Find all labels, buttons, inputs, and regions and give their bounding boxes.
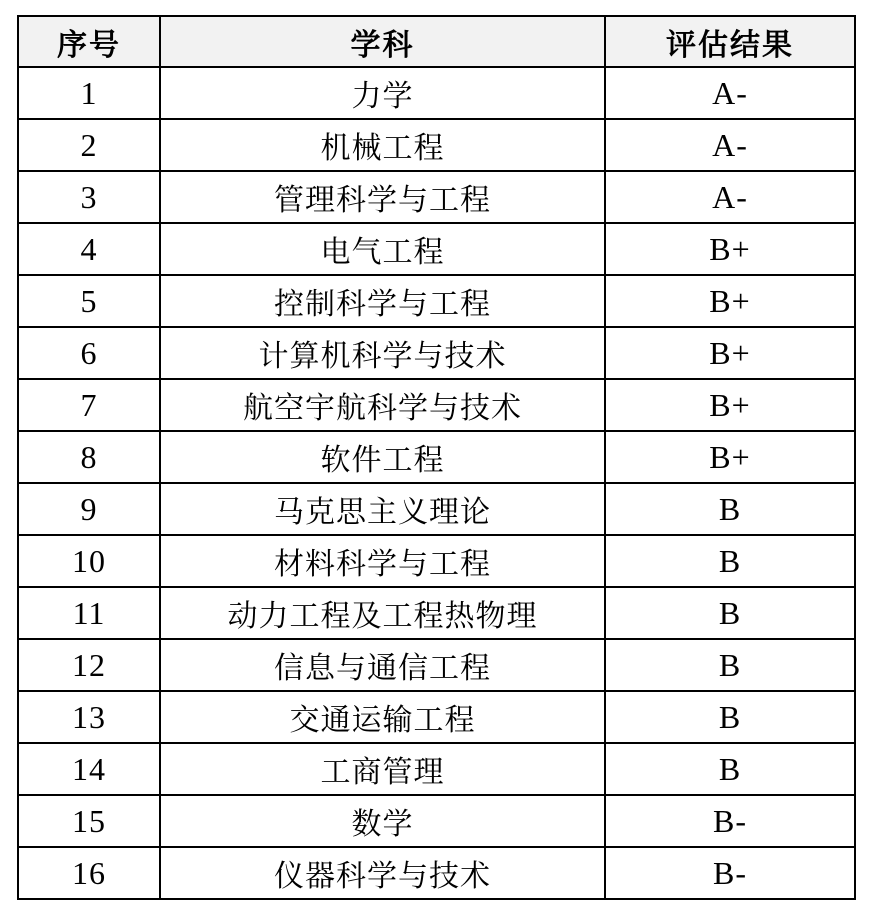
header-subject: 学科: [160, 16, 605, 67]
header-evaluation-result: 评估结果: [605, 16, 855, 67]
table-row: [18, 483, 855, 535]
table-row: [18, 275, 855, 327]
cell-subject: 数学: [160, 795, 605, 847]
cell-evaluation-result: A-: [605, 119, 855, 171]
table-row: [18, 587, 855, 639]
cell-evaluation-result: B+: [605, 275, 855, 327]
cell-subject: 机械工程: [160, 119, 605, 171]
cell-subject: 电气工程: [160, 223, 605, 275]
cell-serial-number: 4: [18, 223, 160, 275]
cell-serial-number: 9: [18, 483, 160, 535]
cell-subject: 航空宇航科学与技术: [160, 379, 605, 431]
cell-evaluation-result: B: [605, 483, 855, 535]
cell-serial-number: 1: [18, 67, 160, 119]
cell-serial-number: 7: [18, 379, 160, 431]
table-row: [18, 535, 855, 587]
table-row: [18, 691, 855, 743]
cell-evaluation-result: B+: [605, 431, 855, 483]
cell-serial-number: 10: [18, 535, 160, 587]
table-row: [18, 171, 855, 223]
table-row: [18, 431, 855, 483]
cell-evaluation-result: B-: [605, 847, 855, 899]
cell-evaluation-result: B: [605, 639, 855, 691]
cell-subject: 仪器科学与技术: [160, 847, 605, 899]
cell-serial-number: 3: [18, 171, 160, 223]
cell-subject: 工商管理: [160, 743, 605, 795]
table-row: [18, 379, 855, 431]
evaluation-table-container: [17, 15, 854, 900]
cell-subject: 材料科学与工程: [160, 535, 605, 587]
table-row: [18, 67, 855, 119]
cell-serial-number: 16: [18, 847, 160, 899]
table-row: [18, 223, 855, 275]
cell-evaluation-result: A-: [605, 171, 855, 223]
discipline-evaluation-table: [17, 15, 856, 900]
cell-subject: 管理科学与工程: [160, 171, 605, 223]
cell-evaluation-result: B-: [605, 795, 855, 847]
cell-evaluation-result: B: [605, 743, 855, 795]
table-row: [18, 743, 855, 795]
table-row: [18, 119, 855, 171]
cell-evaluation-result: B+: [605, 223, 855, 275]
cell-serial-number: 8: [18, 431, 160, 483]
cell-subject: 信息与通信工程: [160, 639, 605, 691]
cell-evaluation-result: A-: [605, 67, 855, 119]
cell-evaluation-result: B: [605, 691, 855, 743]
cell-evaluation-result: B+: [605, 379, 855, 431]
table-row: [18, 847, 855, 899]
cell-serial-number: 13: [18, 691, 160, 743]
cell-subject: 控制科学与工程: [160, 275, 605, 327]
cell-subject: 动力工程及工程热物理: [160, 587, 605, 639]
cell-serial-number: 5: [18, 275, 160, 327]
cell-serial-number: 11: [18, 587, 160, 639]
cell-serial-number: 12: [18, 639, 160, 691]
table-row: [18, 639, 855, 691]
table-row: [18, 795, 855, 847]
cell-evaluation-result: B: [605, 535, 855, 587]
table-header-row: [18, 16, 855, 67]
cell-serial-number: 15: [18, 795, 160, 847]
cell-subject: 计算机科学与技术: [160, 327, 605, 379]
cell-evaluation-result: B: [605, 587, 855, 639]
table-row: [18, 327, 855, 379]
cell-subject: 软件工程: [160, 431, 605, 483]
cell-serial-number: 2: [18, 119, 160, 171]
cell-subject: 交通运输工程: [160, 691, 605, 743]
cell-subject: 力学: [160, 67, 605, 119]
cell-evaluation-result: B+: [605, 327, 855, 379]
header-serial-number: 序号: [18, 16, 160, 67]
cell-serial-number: 14: [18, 743, 160, 795]
cell-subject: 马克思主义理论: [160, 483, 605, 535]
cell-serial-number: 6: [18, 327, 160, 379]
